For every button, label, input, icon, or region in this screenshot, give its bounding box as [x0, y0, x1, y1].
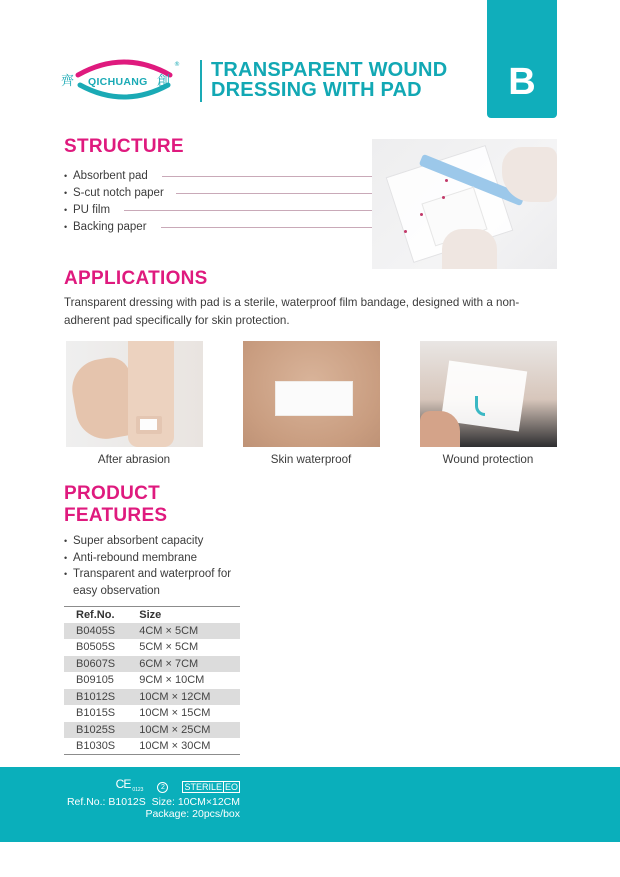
size-cell: 10CM × 30CM [139, 740, 211, 752]
sterile-text: STERILE [184, 782, 222, 792]
caption-skin-waterproof: Skin waterproof [270, 453, 352, 466]
features-heading-line-2: FEATURES [64, 505, 168, 526]
ref-cell: B1025S [64, 722, 135, 739]
size-cell: 10CM × 12CM [135, 689, 240, 706]
bullet-icon: • [64, 569, 68, 579]
ref-cell: B0505S [76, 641, 116, 654]
ref-cell: B1030S [76, 740, 116, 752]
photo-skin-waterproof [243, 341, 380, 447]
table-row [64, 623, 240, 640]
feature-item-label: Transparent and waterproof for easy observation [73, 568, 232, 597]
features-heading-line-1: PRODUCT [64, 483, 161, 504]
column-header-ref: Ref.No. [76, 608, 115, 621]
callout-line [161, 227, 404, 228]
structure-item [64, 202, 404, 219]
applications-description: Transparent dressing with pad is a sterile, waterproof film bandage, designed with a non-adherent pad specifically for skin protection. [64, 296, 520, 327]
ref-size-line: Ref.No.: B1012S Size: 10CM×12CM [66, 796, 240, 808]
certification-row [67, 776, 240, 794]
size-cell: 9CM × 10CM [139, 674, 205, 687]
callout-line [176, 193, 404, 194]
table-row [64, 705, 240, 722]
title-line-1: TRANSPARENT WOUND [211, 59, 448, 81]
feature-item [64, 533, 254, 550]
table-row [64, 689, 240, 706]
callout-dot [442, 196, 445, 199]
feature-item [64, 566, 254, 599]
bullet-icon: • [64, 552, 68, 563]
structure-item [64, 185, 404, 202]
brand-logo [60, 55, 188, 103]
features-heading [64, 483, 167, 527]
caption-wound-protection: Wound protection [442, 453, 534, 466]
ref-cell: B1012S [64, 689, 135, 706]
dressing-shape [275, 381, 353, 416]
structure-item-label: Absorbent pad [73, 170, 148, 182]
ref-cell: B0405S [64, 623, 135, 640]
size-cell: 10CM × 15CM [139, 707, 211, 720]
single-use-icon: 2 [157, 782, 168, 793]
package-info [66, 776, 240, 820]
caption-after-abrasion: After abrasion [97, 453, 171, 466]
structure-heading: STRUCTURE [64, 136, 184, 157]
column-header-size: Size [139, 608, 162, 621]
table-row [64, 738, 240, 755]
ref-cell: B09105 [76, 674, 114, 687]
header-divider [200, 60, 202, 102]
feature-item-label: Super absorbent capacity [73, 535, 204, 547]
structure-photo [372, 139, 557, 269]
size-cell: 6CM × 7CM [135, 656, 240, 673]
hand-shape [420, 411, 460, 447]
product-title [211, 60, 447, 100]
category-badge: B [487, 0, 557, 118]
callout-dot [404, 230, 407, 233]
callout-line [124, 210, 404, 211]
gloved-hand-shape [442, 229, 497, 269]
structure-item [64, 168, 404, 185]
svg-text:齊: 齊 [61, 74, 75, 89]
callout-dot [420, 213, 423, 216]
size-cell: 5CM × 5CM [139, 641, 199, 654]
applications-heading: APPLICATIONS [64, 268, 208, 289]
structure-item-label: S-cut notch paper [73, 187, 164, 199]
svg-text:QICHUANG: QICHUANG [88, 76, 148, 88]
photo-wound-protection [420, 341, 557, 447]
dressing-shape [136, 416, 162, 434]
features-list [64, 533, 254, 599]
table-row [64, 656, 240, 673]
package-line: Package: 20pcs/box [145, 808, 240, 820]
feature-item-label: Anti-rebound membrane [73, 551, 198, 564]
table-row [64, 672, 240, 689]
table-row [64, 722, 240, 739]
ref-cell: B1015S [76, 707, 116, 720]
structure-list [64, 168, 404, 236]
callout-dot [445, 179, 448, 182]
sterile-method-text: EO [224, 782, 238, 792]
title-line-2: DRESSING WITH PAD [211, 79, 422, 101]
bullet-icon: • [64, 188, 68, 198]
footer-band [0, 767, 620, 842]
bullet-icon: • [64, 171, 68, 181]
ref-cell: B0607S [64, 656, 135, 673]
logo-ellipse-icon [60, 55, 188, 103]
bullet-icon: • [64, 536, 68, 546]
sterile-eo-label [182, 781, 240, 793]
svg-text:®: ® [174, 61, 180, 68]
structure-item [64, 219, 404, 236]
structure-item-label: Backing paper [73, 221, 147, 233]
size-cell: 10CM × 25CM [135, 722, 240, 739]
ce-mark-icon: CE $_{0123}$ [115, 776, 144, 794]
bullet-icon: • [64, 205, 68, 215]
callout-line [162, 176, 404, 177]
structure-item-label: PU film [73, 204, 111, 216]
bullet-icon: • [64, 222, 68, 232]
spec-table [64, 606, 240, 755]
svg-text:創: 創 [157, 74, 171, 89]
size-cell: 4CM × 5CM [135, 623, 240, 640]
table-header-row [64, 607, 240, 623]
photo-after-abrasion [66, 341, 203, 447]
table-row [64, 639, 240, 656]
feature-item [64, 550, 254, 567]
